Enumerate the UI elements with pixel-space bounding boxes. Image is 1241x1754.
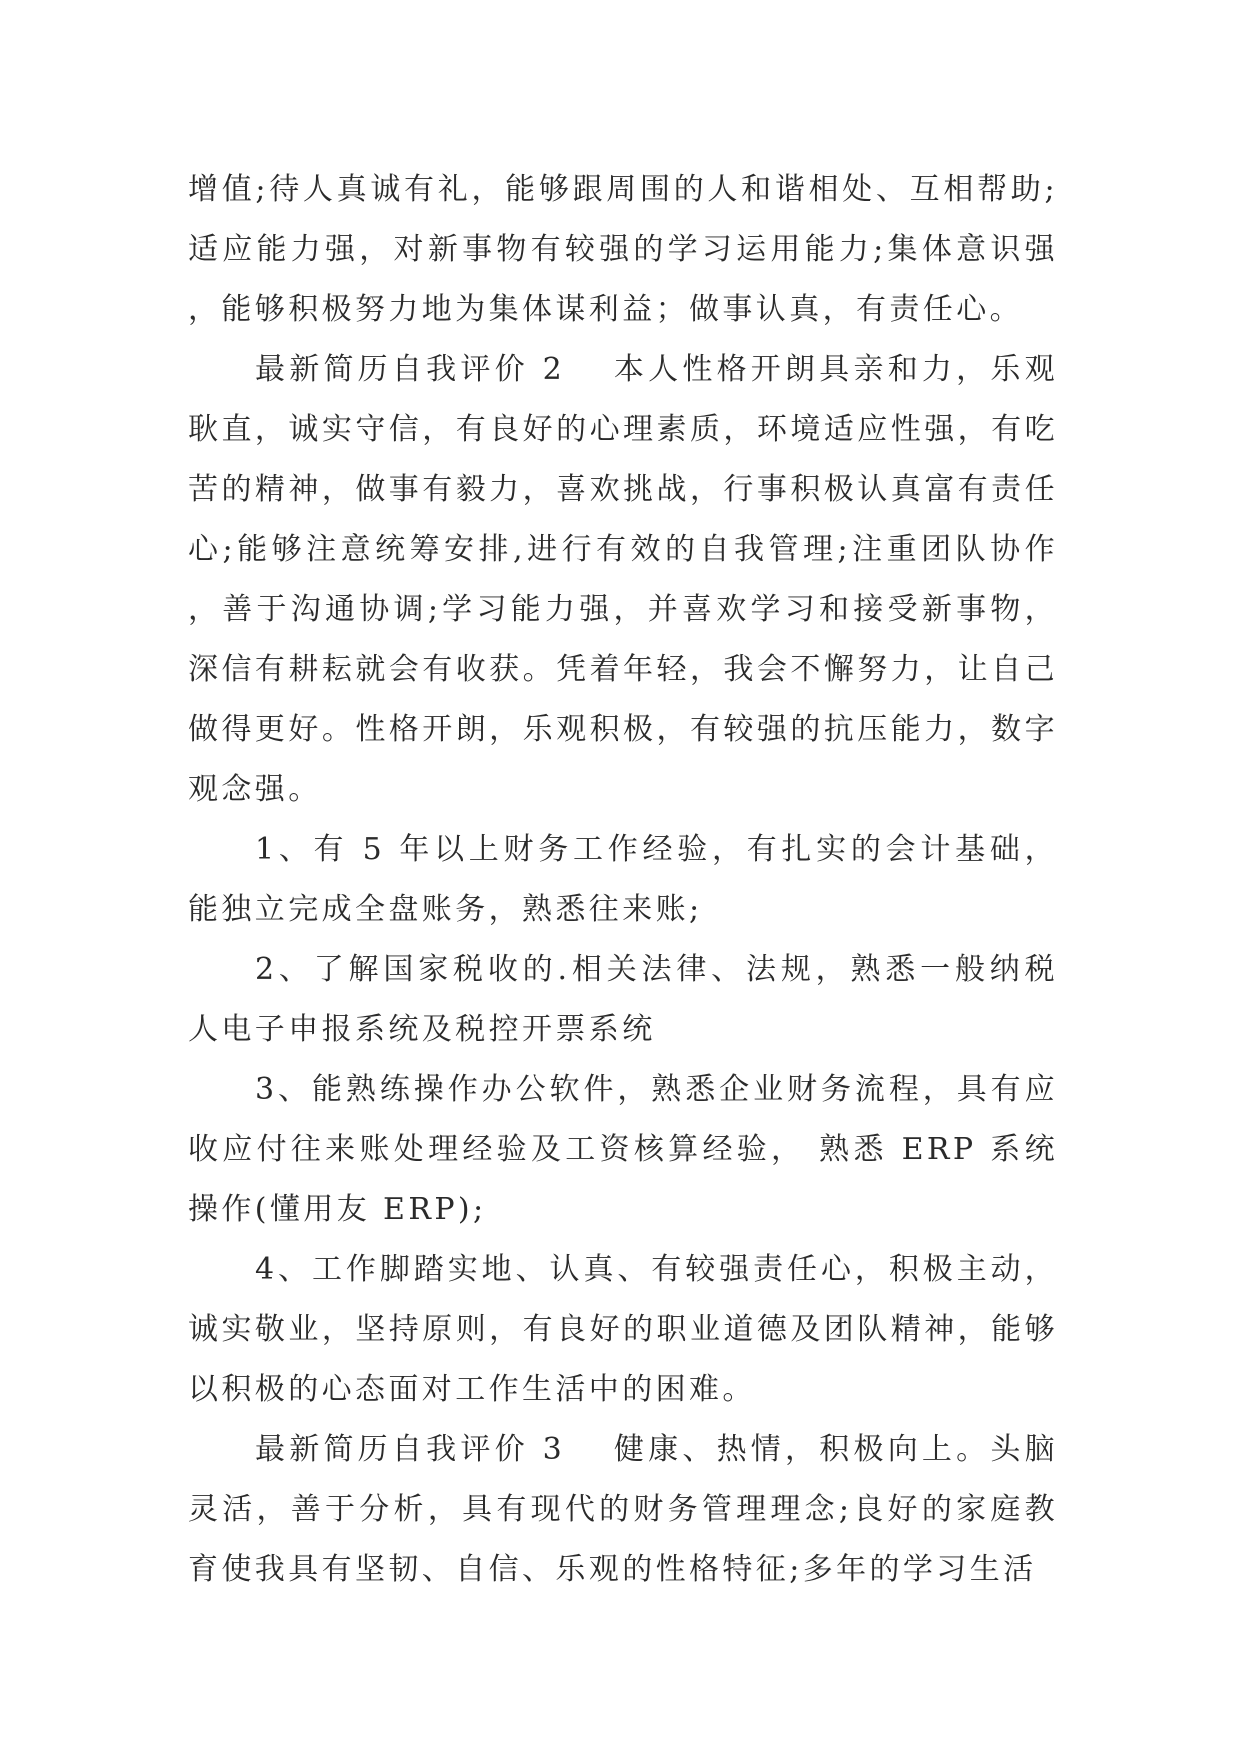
body-text bbox=[188, 160, 1058, 1600]
section-heading: 最新简历自我评价 3 bbox=[255, 1432, 566, 1467]
list-item bbox=[188, 1060, 1058, 1240]
section-heading: 最新简历自我评价 2 bbox=[255, 352, 566, 387]
paragraph-text: 本人性格开朗具亲和力，乐观耿直，诚实守信，有良好的心理素质，环境适应性强，有吃苦的精神，做事有毅力，喜欢挑战，行事积极认真富有责任心;能够注意统筹安排,进行有效的自我管理;注重团队协作，善于沟通协调;学习能力强，并喜欢学习和接受新事物，深信有耕耘就会有收获。凭着年轻，我会不懈努力，让自己做得更好。性格开朗，乐观积极，有较强的抗压能力，数字观念强。 bbox=[188, 352, 1058, 807]
list-item-text: 3、能熟练操作办公软件，熟悉企业财务流程，具有应收应付往来账处理经验及工资核算经验， 熟悉 ERP 系统操作(懂用友 ERP); bbox=[188, 1072, 1058, 1227]
list-item bbox=[188, 940, 1058, 1060]
list-item-text: 2、了解国家税收的.相关法律、法规，熟悉一般纳税人电子申报系统及税控开票系统 bbox=[188, 952, 1058, 1047]
paragraph bbox=[188, 160, 1058, 340]
paragraph-text: 增值;待人真诚有礼，能够跟周围的人和谐相处、互相帮助;适应能力强，对新事物有较强的学习运用能力;集体意识强，能够积极努力地为集体谋利益；做事认真，有责任心。 bbox=[188, 172, 1058, 327]
list-item-text: 4、工作脚踏实地、认真、有较强责任心，积极主动，诚实敬业，坚持原则，有良好的职业道德及团队精神，能够以积极的心态面对工作生活中的困难。 bbox=[188, 1252, 1058, 1407]
paragraph-text: 健康、热情，积极向上。头脑灵活，善于分析，具有现代的财务管理理念;良好的家庭教育使我具有坚韧、自信、乐观的性格特征;多年的学习生活 bbox=[188, 1432, 1058, 1587]
paragraph bbox=[188, 1420, 1058, 1600]
list-item-text: 1、有 5 年以上财务工作经验，有扎实的会计基础，能独立完成全盘账务，熟悉往来账; bbox=[188, 832, 1058, 927]
paragraph bbox=[188, 340, 1058, 820]
list-item bbox=[188, 820, 1058, 940]
list-item bbox=[188, 1240, 1058, 1420]
